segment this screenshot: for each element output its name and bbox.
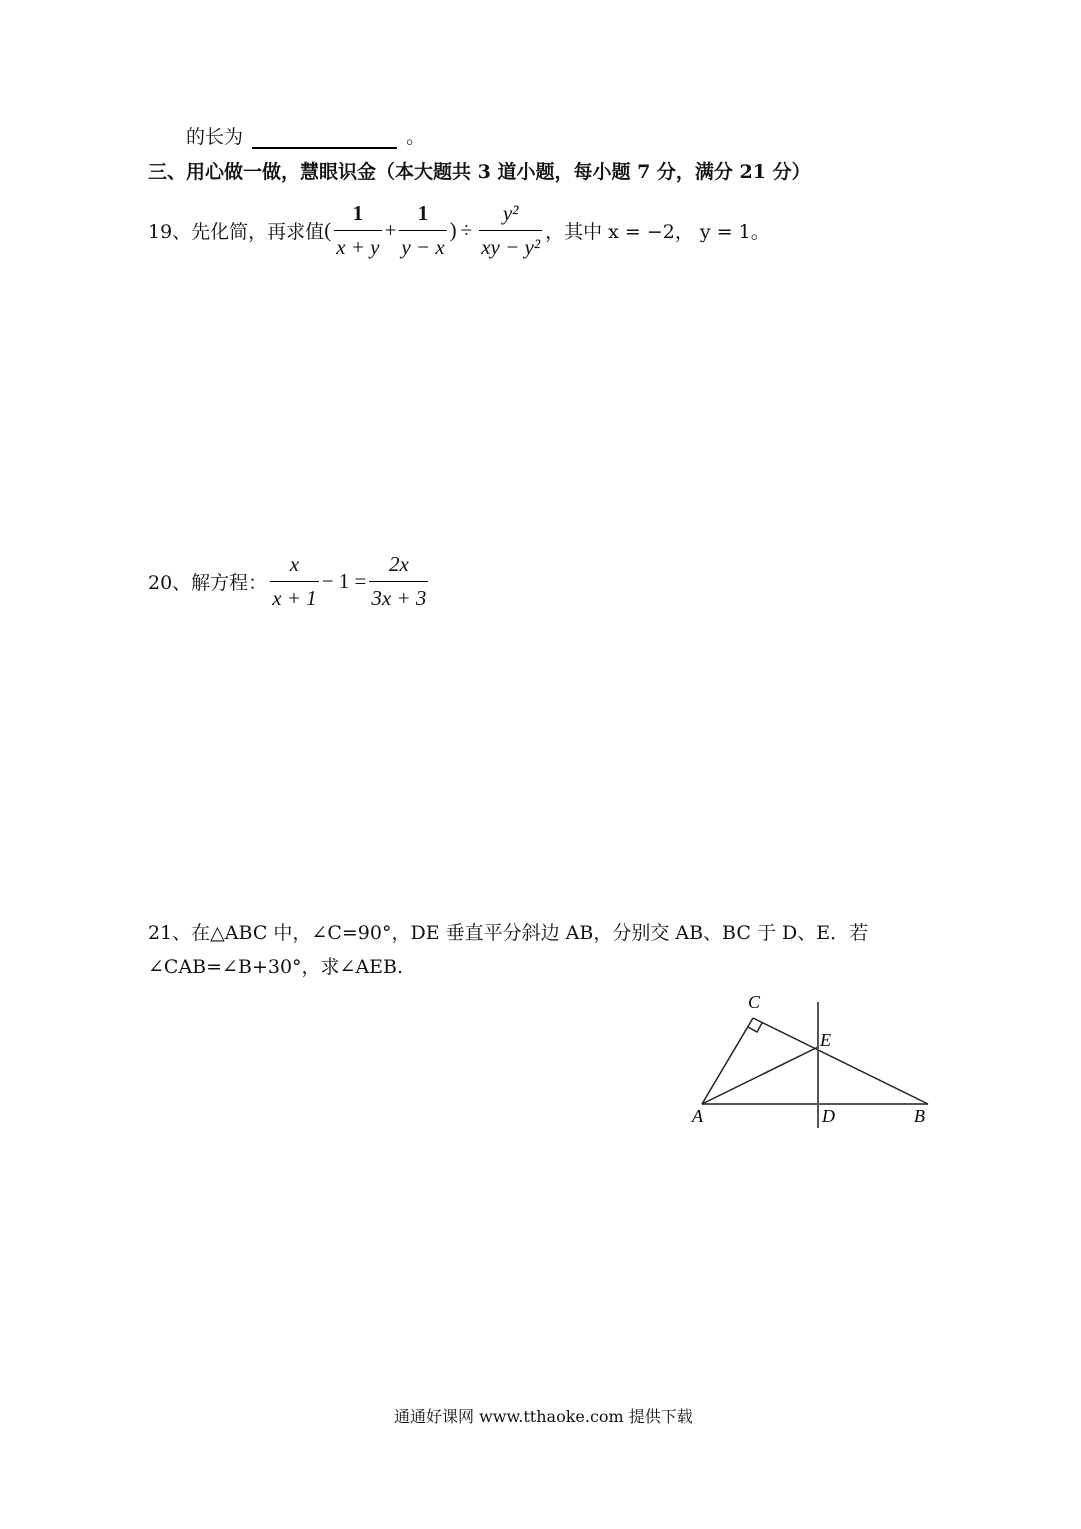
plus-sign: + — [384, 218, 397, 242]
segment-cb — [753, 1018, 928, 1104]
answer-blank — [252, 129, 397, 149]
q20-rhs-numerator: 2x — [369, 552, 428, 582]
question-19 — [148, 201, 770, 260]
q19-fraction-1 — [334, 201, 381, 260]
q19-f3-denominator: xy − y² — [481, 235, 541, 259]
q19-suffix: ，其中 x = −2， y = 1。 — [545, 221, 770, 243]
label-a: A — [692, 1106, 703, 1126]
q21-line-1: 21、在△ABC 中，∠C=90°，DE 垂直平分斜边 AB，分别交 AB、BC 于 D、E．若 — [148, 922, 869, 944]
divide-sign: ÷ — [460, 218, 473, 242]
q19-prefix: 19、先化简，再求值 — [148, 221, 325, 243]
label-d: D — [822, 1106, 835, 1126]
q19-f1-numerator: 1 — [334, 201, 381, 231]
q20-lhs-numerator: x — [270, 552, 319, 582]
blank-line — [186, 122, 425, 149]
q20-lhs-denominator: x + 1 — [272, 586, 317, 610]
q20-rhs-denominator: 3x + 3 — [371, 586, 427, 610]
blank-prefix: 的长为 — [186, 126, 244, 148]
q19-f2-denominator: y − x — [401, 235, 445, 259]
q19-f3-numerator: y² — [479, 201, 542, 231]
triangle-diagram — [690, 990, 940, 1130]
paren-close: ) — [449, 218, 457, 242]
q19-fraction-2 — [399, 201, 446, 260]
label-c: C — [748, 992, 761, 1012]
label-e: E — [820, 1030, 831, 1050]
section-heading: 三、用心做一做，慧眼识金（本大题共 3 道小题，每小题 7 分，满分 21 分） — [148, 161, 811, 183]
q20-rhs-fraction — [369, 552, 428, 611]
q19-f2-numerator: 1 — [399, 201, 446, 231]
q19-f1-denominator: x + y — [336, 235, 380, 259]
q20-prefix: 20、解方程： — [148, 572, 268, 594]
q19-fraction-3 — [479, 201, 542, 260]
question-20 — [148, 552, 431, 611]
paren-open: ( — [324, 218, 332, 242]
blank-suffix: 。 — [406, 126, 426, 148]
q20-lhs-fraction — [270, 552, 319, 611]
q21-line-2: ∠CAB=∠B+30°，求∠AEB. — [148, 956, 404, 978]
q20-minus-one: − 1 = — [321, 569, 367, 593]
label-b: B — [914, 1106, 925, 1126]
page-footer: 通通好课网 www.tthaoke.com 提供下载 — [394, 1407, 693, 1426]
